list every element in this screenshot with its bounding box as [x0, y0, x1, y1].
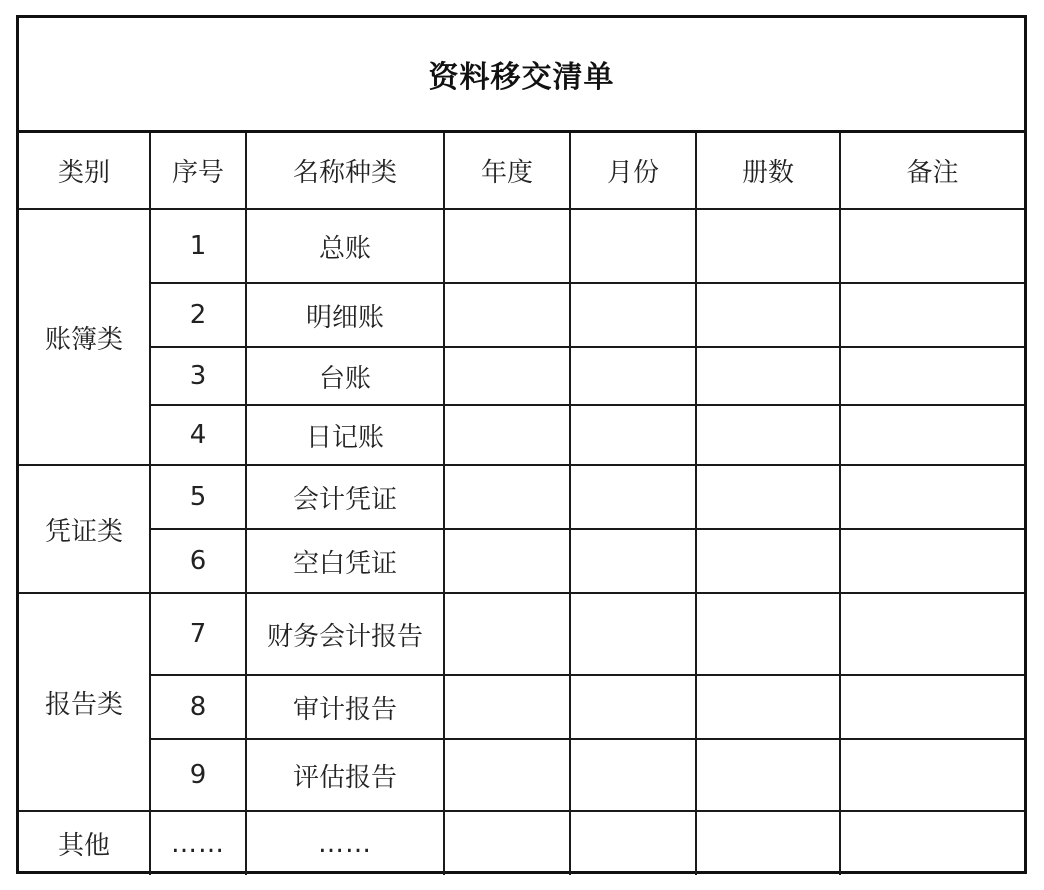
name-cell: 日记账 — [246, 405, 444, 465]
name-cell: 审计报告 — [246, 675, 444, 739]
category-cell: 账簿类 — [19, 209, 150, 465]
table-row — [19, 209, 1024, 283]
number-cell: 8 — [150, 675, 246, 739]
month-cell[interactable] — [570, 593, 696, 675]
remark-cell[interactable] — [840, 209, 1024, 283]
remark-cell[interactable] — [840, 811, 1024, 875]
name-cell: 评估报告 — [246, 739, 444, 811]
volumes-cell[interactable] — [696, 465, 840, 529]
month-cell[interactable] — [570, 347, 696, 405]
number-cell: 3 — [150, 347, 246, 405]
remark-cell[interactable] — [840, 675, 1024, 739]
remark-cell[interactable] — [840, 405, 1024, 465]
month-cell[interactable] — [570, 405, 696, 465]
number-cell: …… — [150, 811, 246, 875]
name-cell: …… — [246, 811, 444, 875]
category-cell: 凭证类 — [19, 465, 150, 593]
remark-cell[interactable] — [840, 529, 1024, 593]
name-cell: 会计凭证 — [246, 465, 444, 529]
table-row — [19, 593, 1024, 675]
month-cell[interactable] — [570, 465, 696, 529]
name-cell: 空白凭证 — [246, 529, 444, 593]
column-header-month: 月份 — [570, 133, 696, 209]
year-cell[interactable] — [444, 739, 570, 811]
name-cell: 明细账 — [246, 283, 444, 347]
volumes-cell[interactable] — [696, 405, 840, 465]
month-cell[interactable] — [570, 739, 696, 811]
name-cell: 台账 — [246, 347, 444, 405]
name-cell: 财务会计报告 — [246, 593, 444, 675]
table-row — [19, 405, 1024, 465]
table-row — [19, 465, 1024, 529]
transfer-list-sheet — [16, 15, 1027, 874]
volumes-cell[interactable] — [696, 811, 840, 875]
column-header-volumes: 册数 — [696, 133, 840, 209]
year-cell[interactable] — [444, 811, 570, 875]
number-cell: 4 — [150, 405, 246, 465]
month-cell[interactable] — [570, 283, 696, 347]
number-cell: 6 — [150, 529, 246, 593]
remark-cell[interactable] — [840, 283, 1024, 347]
month-cell[interactable] — [570, 529, 696, 593]
volumes-cell[interactable] — [696, 529, 840, 593]
volumes-cell[interactable] — [696, 675, 840, 739]
category-cell: 其他 — [19, 811, 150, 875]
table-row — [19, 283, 1024, 347]
number-cell: 7 — [150, 593, 246, 675]
remark-cell[interactable] — [840, 465, 1024, 529]
remark-cell[interactable] — [840, 347, 1024, 405]
year-cell[interactable] — [444, 529, 570, 593]
year-cell[interactable] — [444, 209, 570, 283]
table-row — [19, 529, 1024, 593]
table-row — [19, 811, 1024, 875]
table-row — [19, 739, 1024, 811]
volumes-cell[interactable] — [696, 593, 840, 675]
volumes-cell[interactable] — [696, 209, 840, 283]
volumes-cell[interactable] — [696, 739, 840, 811]
table-row — [19, 347, 1024, 405]
remark-cell[interactable] — [840, 739, 1024, 811]
category-cell: 报告类 — [19, 593, 150, 811]
year-cell[interactable] — [444, 405, 570, 465]
column-header-number: 序号 — [150, 133, 246, 209]
number-cell: 1 — [150, 209, 246, 283]
transfer-list-table — [19, 133, 1024, 875]
number-cell: 2 — [150, 283, 246, 347]
month-cell[interactable] — [570, 811, 696, 875]
remark-cell[interactable] — [840, 593, 1024, 675]
number-cell: 5 — [150, 465, 246, 529]
document-title: 资料移交清单 — [19, 18, 1024, 133]
header-row — [19, 133, 1024, 209]
month-cell[interactable] — [570, 675, 696, 739]
year-cell[interactable] — [444, 675, 570, 739]
year-cell[interactable] — [444, 283, 570, 347]
column-header-year: 年度 — [444, 133, 570, 209]
volumes-cell[interactable] — [696, 283, 840, 347]
year-cell[interactable] — [444, 347, 570, 405]
column-header-remark: 备注 — [840, 133, 1024, 209]
column-header-category: 类别 — [19, 133, 150, 209]
name-cell: 总账 — [246, 209, 444, 283]
column-header-name: 名称种类 — [246, 133, 444, 209]
volumes-cell[interactable] — [696, 347, 840, 405]
year-cell[interactable] — [444, 593, 570, 675]
number-cell: 9 — [150, 739, 246, 811]
year-cell[interactable] — [444, 465, 570, 529]
month-cell[interactable] — [570, 209, 696, 283]
table-row — [19, 675, 1024, 739]
